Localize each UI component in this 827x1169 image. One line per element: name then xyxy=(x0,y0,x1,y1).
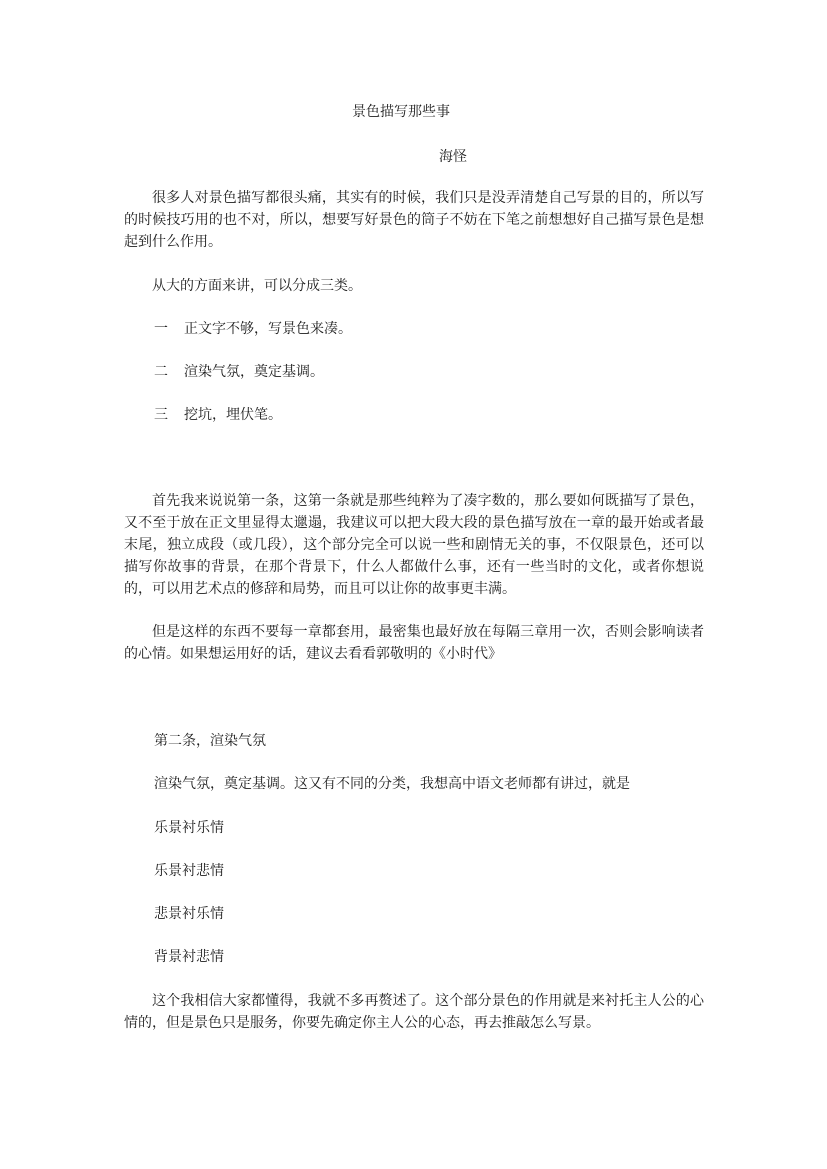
mood-type-item: 乐景衬乐情 xyxy=(154,820,224,836)
section2-heading: 第二条，渲染气氛 xyxy=(154,733,266,749)
mood-type-item: 背景衬悲情 xyxy=(154,949,224,965)
caution-paragraph: 但是这样的东西不要每一章都套用，最密集也最好放在每隔三章用一次，否则会影响读者的心情。如果想运用好的话，建议去看看郭敬明的《小时代》 xyxy=(124,624,704,662)
category-text: 渲染气氛，奠定基调。 xyxy=(184,364,324,380)
category-item xyxy=(154,361,324,383)
conclusion-paragraph: 这个我相信大家都懂得，我就不多再赘述了。这个部分景色的作用就是来衬托主人公的心情的，但是景色只是服务，你要先确定你主人公的心态，再去推敲怎么写景。 xyxy=(124,993,704,1031)
document-title: 景色描写那些事 xyxy=(352,104,450,120)
category-item xyxy=(154,318,352,340)
intro-paragraph: 很多人对景色描写都很头痛，其实有的时候，我们只是没弄清楚自己写景的目的，所以写的时候技巧用的也不对，所以，想要写好景色的筒子不妨在下笔之前想想好自己描写景色是想起到什么作用。 xyxy=(124,190,704,250)
section2-intro: 渲染气氛，奠定基调。这又有不同的分类，我想高中语文老师都有讲过，就是 xyxy=(154,776,630,792)
category-number: 一 xyxy=(154,321,168,337)
section1-paragraph: 首先我来说说第一条，这第一条就是那些纯粹为了凑字数的，那么要如何既描写了景色，又不至于放在正文里显得太邋遢，我建议可以把大段大段的景色描写放在一章的最开始或者最末尾，独立成段（或几段），这个部分完全可以说一些和剧情无关的事，不仅限景色，还可以描写你故事的背景，在那个背景下，什么人都做什么事，还有一些当时的文化，或者你想说的，可以用艺术点的修辞和局势，而且可以让你的故事更丰满。 xyxy=(124,493,704,597)
category-text: 正文字不够，写景色来凑。 xyxy=(184,321,352,337)
mood-type-item: 悲景衬乐情 xyxy=(154,906,224,922)
category-text: 挖坑，埋伏笔。 xyxy=(184,407,282,423)
mood-type-item: 乐景衬悲情 xyxy=(154,863,224,879)
category-item xyxy=(154,404,282,426)
category-number: 三 xyxy=(154,407,168,423)
overview-paragraph: 从大的方面来讲，可以分成三类。 xyxy=(152,278,362,294)
document-author: 海怪 xyxy=(439,149,467,165)
category-number: 二 xyxy=(154,364,168,380)
